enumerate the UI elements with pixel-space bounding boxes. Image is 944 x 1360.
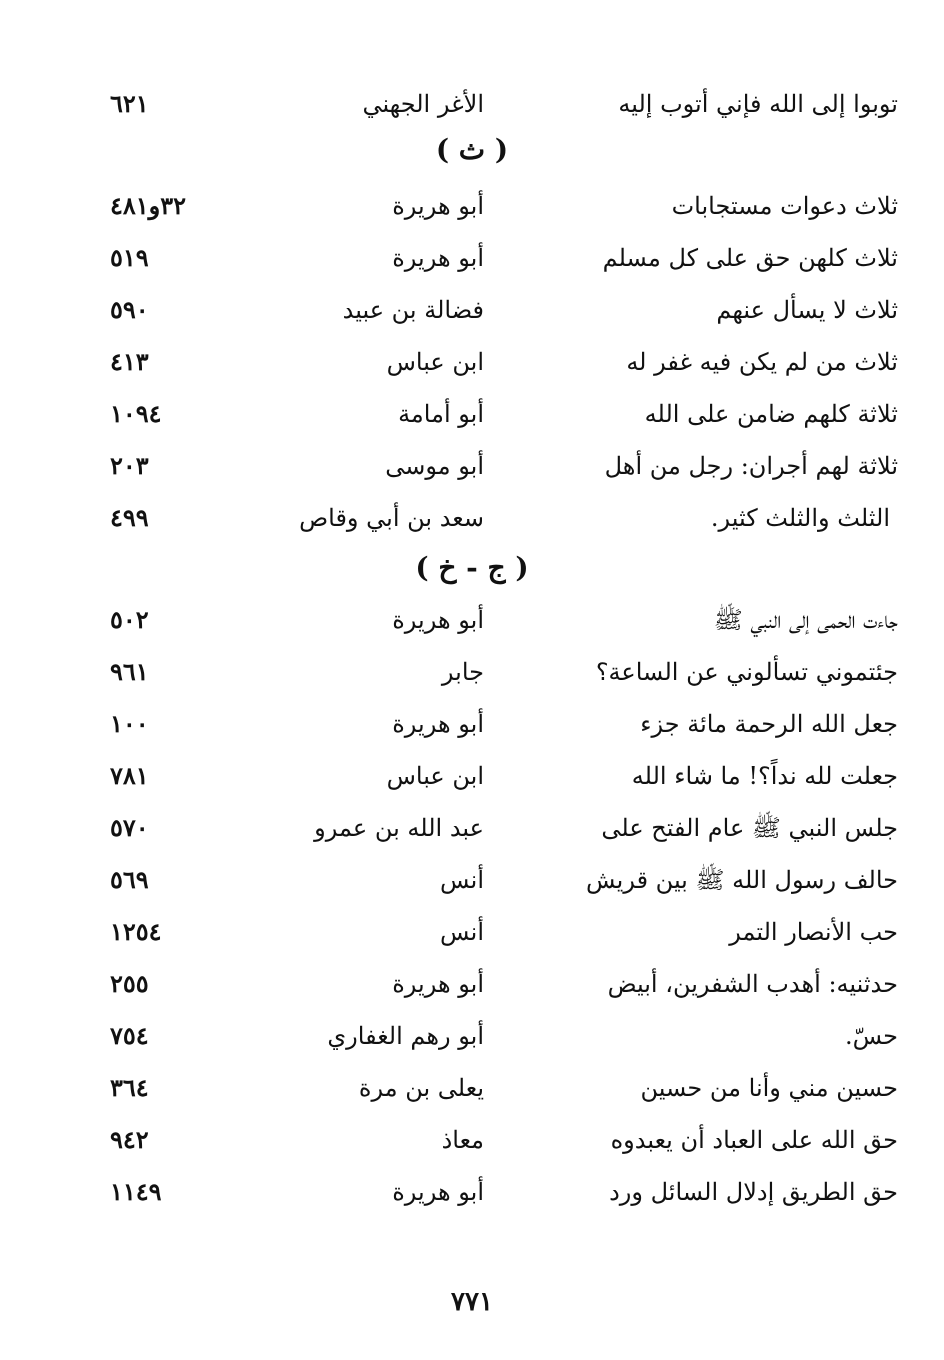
page-reference: ٦٢١ — [110, 89, 149, 118]
hadith-phrase: جلس النبي ﷺ عام الفتح على — [601, 814, 898, 842]
page-reference: ٥١٩ — [110, 243, 149, 272]
hadith-phrase: جاءت الحمى إلى النبي ﷺ — [713, 606, 898, 634]
narrator-name: يعلى بن مرة — [358, 1074, 484, 1102]
index-entry — [0, 394, 944, 434]
index-entry — [0, 808, 944, 848]
section-header: ( ث ) — [435, 133, 509, 166]
index-entry — [0, 912, 944, 952]
narrator-name: سعد بن أبي وقاص — [299, 504, 484, 532]
index-entry — [0, 1120, 944, 1160]
hadith-phrase: حق الله على العباد أن يعبدوه — [610, 1126, 898, 1154]
page-reference: ٧٥٤ — [110, 1021, 149, 1050]
narrator-name: معاذ — [441, 1126, 484, 1154]
page-reference: ٥٩٠ — [110, 295, 149, 324]
page-reference: ٤٩٩ — [110, 503, 149, 532]
narrator-name: أبو رهم الغفاري — [327, 1022, 484, 1050]
hadith-phrase: توبوا إلى الله فإني أتوب إليه — [618, 90, 898, 118]
index-entry — [0, 342, 944, 382]
index-entry — [0, 446, 944, 486]
page-reference: ١٠٩٤ — [110, 399, 162, 428]
hadith-phrase: ثلاثة لهم أجران: رجل من أهل — [604, 452, 898, 480]
index-entry — [0, 290, 944, 330]
index-entry — [0, 704, 944, 744]
page-reference: ٥٦٩ — [110, 865, 149, 894]
page-reference: ٢٥٥ — [110, 969, 149, 998]
hadith-phrase: حب الأنصار التمر — [729, 918, 898, 946]
hadith-phrase: حق الطريق إدلال السائل ورد — [609, 1178, 898, 1206]
index-entry — [0, 652, 944, 692]
narrator-name: أبو موسى — [385, 452, 484, 480]
narrator-name: عبد الله بن عمرو — [314, 814, 484, 842]
index-entry — [0, 238, 944, 278]
hadith-phrase: ثلاث كلهن حق على كل مسلم — [602, 244, 898, 272]
hadith-phrase: جئتموني تسألوني عن الساعة؟ — [595, 658, 898, 686]
page-reference: ٢٠٣ — [110, 451, 149, 480]
narrator-name: أنس — [440, 918, 484, 946]
narrator-name: أنس — [440, 866, 484, 894]
page-reference: ٣٦٤ — [110, 1073, 149, 1102]
narrator-name: أبو هريرة — [392, 192, 484, 220]
index-entry — [0, 1172, 944, 1212]
hadith-phrase: جعلت لله نداً؟! ما شاء الله — [631, 762, 898, 790]
narrator-name: ابن عباس — [386, 348, 484, 376]
hadith-phrase: ثلاث من لم يكن فيه غفر له — [626, 348, 898, 376]
index-entry — [0, 1016, 944, 1056]
narrator-name: ابن عباس — [386, 762, 484, 790]
hadith-phrase: ثلاث دعوات مستجابات — [671, 192, 898, 220]
page-reference: ٤١٣ — [110, 347, 149, 376]
page-reference: ٥٧٠ — [110, 813, 149, 842]
page-reference: ٥٠٢ — [110, 605, 149, 634]
narrator-name: أبو هريرة — [392, 710, 484, 738]
page-reference: ١١٤٩ — [110, 1177, 162, 1206]
hadith-phrase: حسين مني وأنا من حسين — [640, 1074, 898, 1102]
index-entry — [0, 860, 944, 900]
page-number: ٧٧١ — [451, 1287, 493, 1317]
index-entry — [0, 186, 944, 226]
index-entry — [0, 498, 944, 538]
index-entry — [0, 1068, 944, 1108]
hadith-phrase: الثلث والثلث كثير. — [710, 504, 890, 532]
page-reference: ٩٤٢ — [110, 1125, 149, 1154]
index-entry — [0, 964, 944, 1004]
narrator-name: جابر — [441, 658, 484, 686]
index-entry — [0, 600, 944, 640]
index-entry — [0, 756, 944, 796]
narrator-name: أبو هريرة — [392, 1178, 484, 1206]
page-reference: ٧٨١ — [110, 761, 149, 790]
hadith-phrase: ثلاثة كلهم ضامن على الله — [644, 400, 898, 428]
narrator-name: أبو هريرة — [392, 244, 484, 272]
hadith-phrase: ثلاث لا يسأل عنهم — [716, 296, 898, 324]
narrator-name: فضالة بن عبيد — [342, 296, 484, 324]
hadith-phrase: حسّ. — [844, 1022, 898, 1050]
narrator-name: أبو هريرة — [392, 970, 484, 998]
page-reference: ٣٢و٤٨١ — [110, 191, 187, 220]
narrator-name: أبو أمامة — [398, 400, 484, 428]
hadith-phrase: جعل الله الرحمة مائة جزء — [640, 710, 898, 738]
page-reference: ١٠٠ — [110, 709, 149, 738]
hadith-phrase: حالف رسول الله ﷺ بين قريش — [586, 866, 898, 894]
hadith-phrase: حدثنيه: أهدب الشفرين، أبيض — [607, 970, 898, 998]
narrator-name: أبو هريرة — [392, 606, 484, 634]
page-reference: ١٢٥٤ — [110, 917, 162, 946]
section-header: ( ج - خ ) — [415, 551, 529, 584]
page-reference: ٩٦١ — [110, 657, 149, 686]
index-entry — [0, 84, 944, 124]
narrator-name: الأغر الجهني — [362, 90, 484, 118]
